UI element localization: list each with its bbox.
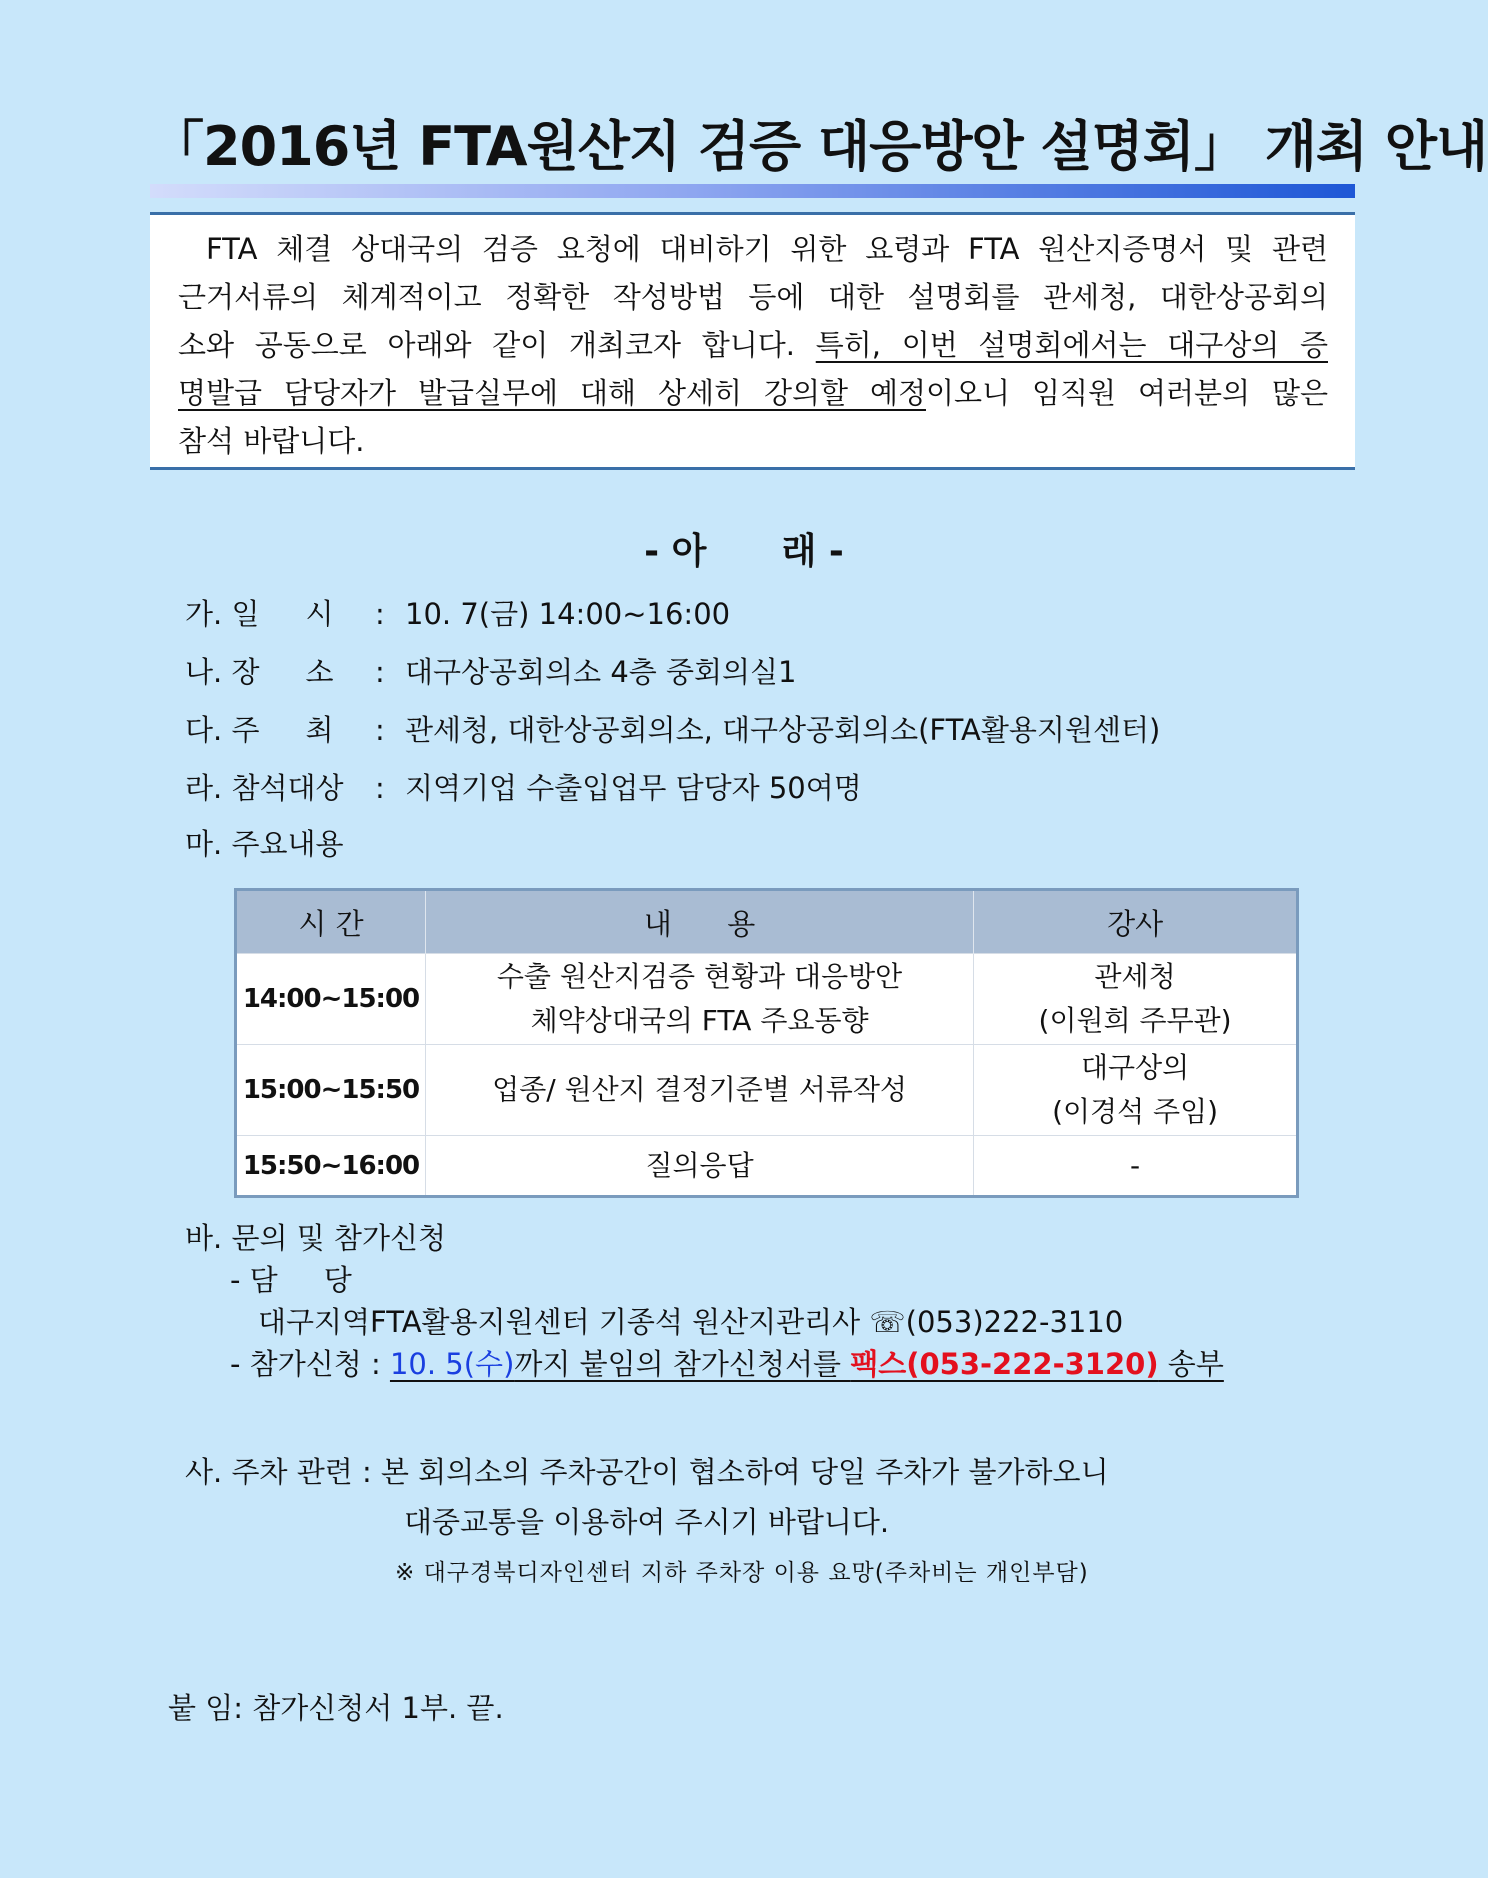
intro-text-1: FTA 체결 상대국의 검증 요청에 대비하기 위한 요령과 FTA 원산지증명서 및 관련 [206,232,1328,266]
detail-host [185,710,1160,750]
detail-date-value: 10. 7(금) 14:00~16:00 [405,597,731,631]
detail-attendees-value: 지역기업 수출입업무 담당자 50여명 [405,771,862,805]
contact-apply [230,1344,1224,1384]
detail-venue-label: 나. 장 소 [185,655,334,689]
row-content-line: 체약상대국의 FTA 주요동향 [530,1004,869,1037]
parking-note: ※ 대구경북디자인센터 지하 주차장 이용 요망(주차비는 개인부담) [395,1560,1089,1586]
intro-text-3a: 소와 공동으로 아래와 같이 개최코자 합니다. [178,328,816,362]
intro-line-5: 참석 바랍니다. [178,424,365,458]
intro-line-4 [178,371,1328,415]
table-row [236,954,1298,1045]
detail-content-label: 마. 주요내용 [185,827,344,861]
row-lecturer-line: (이원희 주무관) [1038,1004,1232,1037]
intro-line-2: 근거서류의 체계적이고 정확한 작성방법 등에 대한 설명회를 관세청, 대한상공회의 [178,280,1328,314]
row-content: 업종/ 원산지 결정기준별 서류작성 [425,1045,973,1136]
row-lecturer-line: 관세청 [1094,960,1176,993]
schedule-table [234,888,1299,1198]
header-content: 내 용 [425,890,973,954]
detail-content [185,824,375,864]
contact-heading: 바. 문의 및 참가신청 [185,1221,446,1255]
intro-line-1 [178,227,1328,271]
title-underline-bar [150,184,1355,198]
intro-line-3 [178,323,1328,367]
schedule-header-row [236,890,1298,954]
apply-instructions [390,1347,1224,1381]
apply-deadline: 10. 5(수) [389,1347,515,1381]
row-lecturer-line: (이경석 주임) [1052,1095,1219,1128]
detail-venue-value: 대구상공회의소 4층 중회의실1 [405,655,797,689]
detail-attendees-colon: : [375,771,385,805]
row-lecturer-line: 대구상의 [1080,1051,1190,1084]
detail-venue-colon: : [375,655,385,689]
apply-end: 송부 [1158,1347,1224,1381]
detail-host-colon: : [375,713,385,747]
detail-venue [185,652,797,692]
document-title: 「2016년 FTA원산지 검증 대응방안 설명회」 개최 안내 [150,115,1488,178]
detail-host-label: 다. 주 최 [185,713,334,747]
apply-fax: 팩스(053-222-3120) [850,1347,1159,1381]
detail-date [185,594,730,634]
detail-date-colon: : [375,597,385,631]
table-row [236,1045,1298,1136]
intro-text-4b: 이오니 임직원 여러분의 많은 [925,376,1328,410]
row-lecturer: - [974,1136,1298,1197]
row-lecturer [974,954,1298,1045]
apply-mid: 까지 붙임의 참가신청서를 [514,1347,851,1381]
detail-attendees-label: 라. 참석대상 [185,771,344,805]
parking-line-1: 사. 주차 관련 : 본 회의소의 주차공간이 협소하여 당일 주차가 불가하오니 [185,1455,1109,1489]
below-heading: - 아 래 - [644,531,844,572]
contact-manager-label: - 담 당 [230,1263,352,1297]
parking-line-2: 대중교통을 이용하여 주시기 바랍니다. [404,1505,890,1539]
row-time: 14:00~15:00 [236,954,426,1045]
attachment-line: 붙 임: 참가신청서 1부. 끝. [168,1691,504,1725]
row-time: 15:50~16:00 [236,1136,426,1197]
row-content-line: 수출 원산지검증 현황과 대응방안 [496,960,903,993]
row-content [425,954,973,1045]
header-time: 시 간 [236,890,426,954]
row-lecturer [974,1045,1298,1136]
intro-text-4a: 명발급 담당자가 발급실무에 대해 상세히 강의할 예정 [178,376,926,410]
intro-text-3b: 특히, 이번 설명회에서는 대구상의 증 [815,328,1328,362]
apply-label: - 참가신청 : [230,1347,390,1381]
intro-box [150,212,1355,470]
row-time: 15:00~15:50 [236,1045,426,1136]
detail-host-value: 관세청, 대한상공회의소, 대구상공회의소(FTA활용지원센터) [405,713,1161,747]
detail-attendees [185,768,862,808]
detail-date-label: 가. 일 시 [185,597,334,631]
contact-manager-value: 대구지역FTA활용지원센터 기종석 원산지관리사 ☏(053)222-3110 [258,1305,1124,1339]
header-lecturer: 강사 [974,890,1298,954]
table-row [236,1136,1298,1197]
row-content: 질의응답 [425,1136,973,1197]
